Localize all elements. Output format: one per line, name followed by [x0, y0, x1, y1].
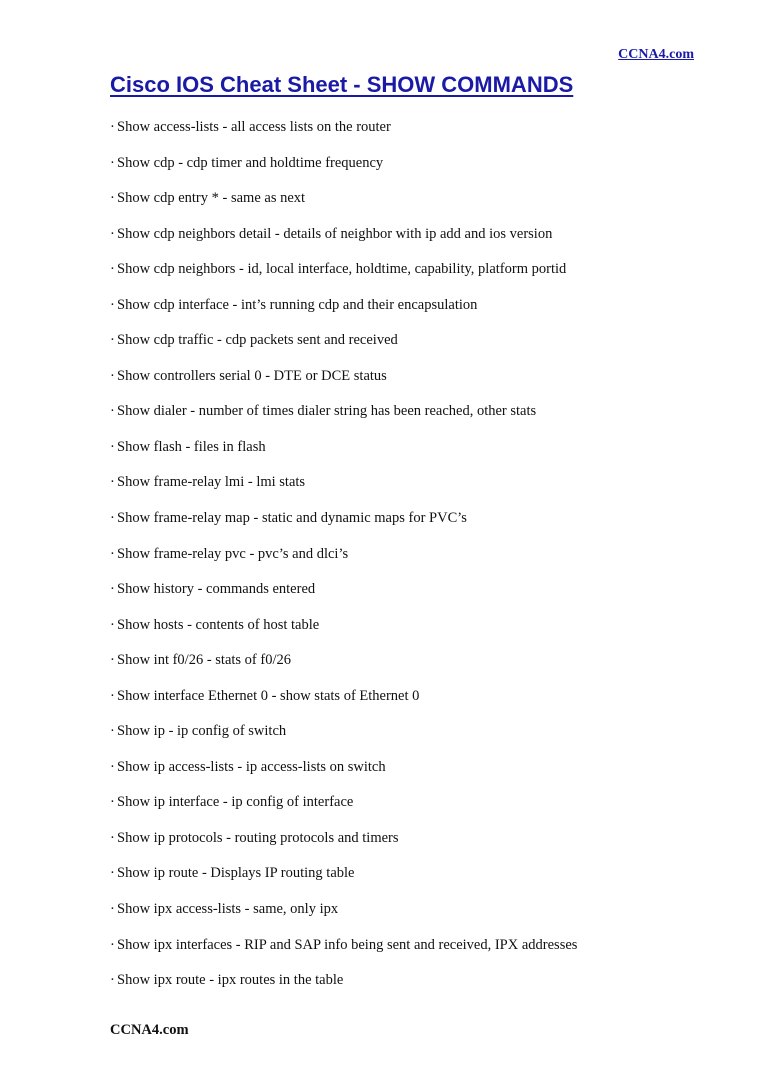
item-text: Show interface Ethernet 0 - show stats of Ethernet 0: [117, 687, 420, 704]
list-item: [110, 935, 710, 971]
bullet: ·: [110, 154, 115, 171]
item-text: Show flash - files in flash: [117, 438, 266, 455]
bullet: ·: [110, 438, 115, 455]
bullet: ·: [110, 474, 115, 491]
item-text: Show ip interface - ip config of interface: [117, 794, 354, 811]
list-item: [110, 970, 710, 1006]
item-text: Show cdp neighbors - id, local interface, holdtime, capability, platform portid: [117, 261, 567, 278]
bullet: ·: [110, 723, 115, 740]
list-item: [110, 686, 710, 722]
list-item: [110, 579, 710, 615]
item-text: Show frame-relay pvc - pvc’s and dlci’s: [117, 545, 349, 562]
list-item: [110, 295, 710, 331]
item-text: Show controllers serial 0 - DTE or DCE status: [117, 367, 387, 384]
list-item: [110, 615, 710, 651]
list-item: [110, 117, 710, 153]
list-item: [110, 472, 710, 508]
bullet: ·: [110, 901, 115, 918]
item-text: Show hosts - contents of host table: [117, 616, 320, 633]
bullet: ·: [110, 296, 115, 313]
item-text: Show history - commands entered: [117, 581, 316, 598]
bullet: ·: [110, 936, 115, 953]
bullet: ·: [110, 332, 115, 349]
bullet: ·: [110, 652, 115, 669]
bullet: ·: [110, 545, 115, 562]
item-text: Show cdp entry * - same as next: [117, 190, 306, 207]
list-item: [110, 828, 710, 864]
item-text: Show cdp neighbors detail - details of neighbor with ip add and ios version: [117, 225, 553, 242]
bullet: ·: [110, 119, 115, 135]
list-item: [110, 437, 710, 473]
bullet: ·: [110, 403, 115, 420]
item-text: Show int f0/26 - stats of f0/26: [117, 652, 291, 669]
bullet: ·: [110, 581, 115, 598]
item-text: Show cdp traffic - cdp packets sent and received: [117, 332, 398, 349]
item-text: Show ipx access-lists - same, only ipx: [117, 901, 339, 918]
item-text: Show cdp interface - int’s running cdp and their encapsulation: [117, 296, 478, 313]
bullet: ·: [110, 225, 115, 242]
item-text: Show frame-relay map - static and dynamic maps for PVC’s: [117, 510, 467, 527]
list-item: [110, 721, 710, 757]
bullet: ·: [110, 510, 115, 527]
list-item: [110, 330, 710, 366]
bullet: ·: [110, 687, 115, 704]
item-text: Show ip route - Displays IP routing table: [117, 865, 355, 882]
item-text: Show cdp - cdp timer and holdtime frequency: [117, 154, 384, 171]
bullet: ·: [110, 865, 115, 882]
list-item: [110, 757, 710, 793]
item-text: Show ipx interfaces - RIP and SAP info being sent and received, IPX addresses: [117, 936, 578, 953]
list-item: [110, 899, 710, 935]
item-text: Show ip protocols - routing protocols and timers: [117, 829, 399, 846]
command-list: [110, 117, 710, 1006]
bullet: ·: [110, 794, 115, 811]
header-site-link[interactable]: CCNA4.com: [618, 47, 694, 62]
list-item: [110, 650, 710, 686]
bullet: ·: [110, 190, 115, 207]
bullet: ·: [110, 367, 115, 384]
item-text: Show dialer - number of times dialer string has been reached, other stats: [117, 403, 537, 420]
item-text: Show ipx route - ipx routes in the table: [117, 972, 344, 989]
list-item: [110, 863, 710, 899]
list-item: [110, 259, 710, 295]
list-item: [110, 401, 710, 437]
bullet: ·: [110, 261, 115, 278]
bullet: ·: [110, 829, 115, 846]
list-item: [110, 224, 710, 260]
bullet: ·: [110, 758, 115, 775]
list-item: [110, 366, 710, 402]
item-text: Show ip - ip config of switch: [117, 723, 287, 740]
list-item: [110, 188, 710, 224]
item-text: Show access-lists - all access lists on the router: [117, 119, 391, 135]
bullet: ·: [110, 972, 115, 989]
bullet: ·: [110, 616, 115, 633]
list-item: [110, 544, 710, 580]
item-text: Show ip access-lists - ip access-lists on switch: [117, 758, 386, 775]
footer-site: CCNA4.com: [110, 1022, 189, 1038]
list-item: [110, 508, 710, 544]
item-text: Show frame-relay lmi - lmi stats: [117, 474, 306, 491]
page-title[interactable]: Cisco IOS Cheat Sheet - SHOW COMMANDS: [110, 72, 574, 97]
list-item: [110, 153, 710, 189]
list-item: [110, 792, 710, 828]
